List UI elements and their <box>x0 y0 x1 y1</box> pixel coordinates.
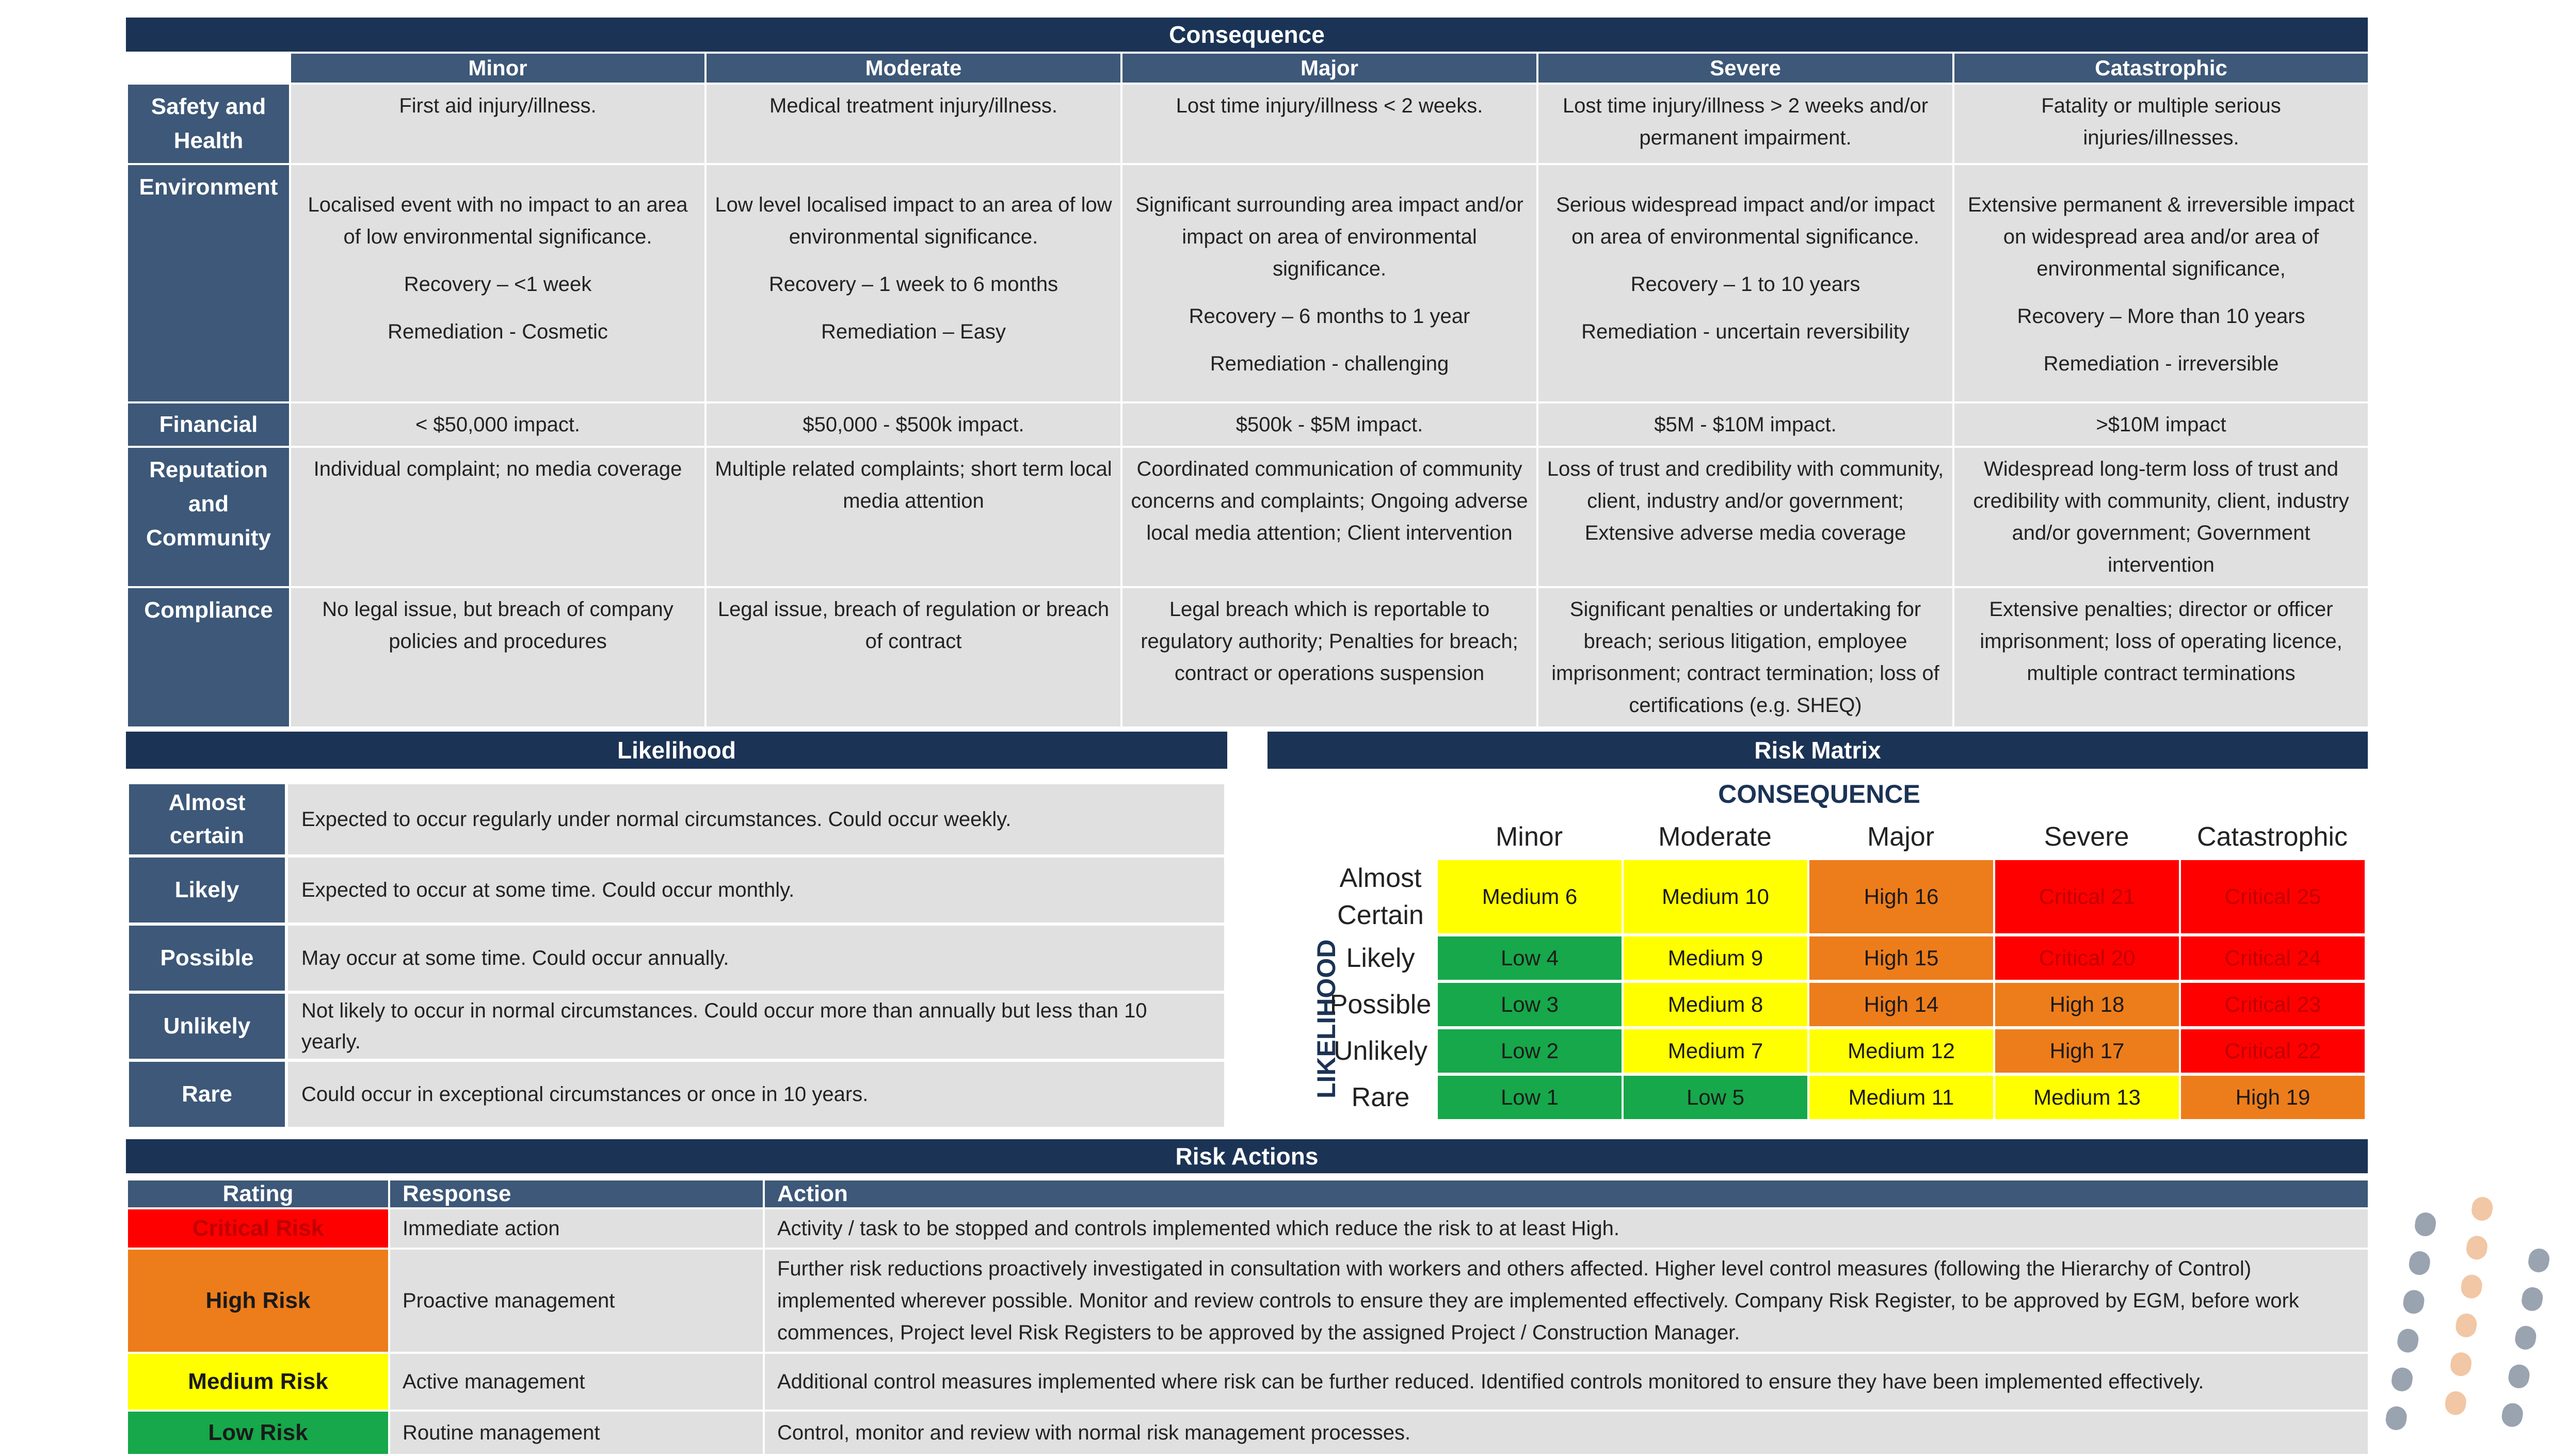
rating-medium-risk: Medium Risk <box>127 1353 389 1411</box>
consequence-cell: Multiple related complaints; short term local media attention <box>705 447 1121 587</box>
matrix-consequence-label: CONSEQUENCE <box>1718 780 1920 808</box>
consequence-cell: Legal issue, breach of regulation or breach of contract <box>705 587 1121 727</box>
consequence-row-financial <box>127 402 2369 447</box>
matrix-cell-low: Low 1 <box>1436 1074 1623 1121</box>
consequence-cell: Localised event with no impact to an area of low environmental significance. Recovery – <1 week Remediation - Cosmetic <box>290 164 705 402</box>
consequence-cell: Loss of trust and credibility with community, client, industry and/or government; Extensive adverse media coverage <box>1537 447 1953 587</box>
matrix-cell-critical: Critical 23 <box>2179 981 2366 1028</box>
risk-actions-table <box>126 1178 2370 1456</box>
likelihood-description: May occur at some time. Could occur annually. <box>286 924 1226 992</box>
likelihood-level: Almost certain <box>127 783 286 856</box>
consequence-header-row <box>127 53 2369 84</box>
risk-actions-section <box>126 1139 2368 1456</box>
action-text: Additional control measures implemented where risk can be further reduced. Identified controls monitored to ensure they have been implemented effectively. <box>764 1353 2369 1411</box>
matrix-cell-low: Low 2 <box>1436 1028 1623 1074</box>
consequence-cell: Legal breach which is reportable to regulatory authority; Penalties for breach; contract or operations suspension <box>1121 587 1537 727</box>
matrix-row-header: Possible <box>1329 990 1432 1020</box>
consequence-row-compliance <box>127 587 2369 727</box>
consequence-cell: $500k - $5M impact. <box>1121 402 1537 447</box>
consequence-row-reputation <box>127 447 2369 587</box>
consequence-header-major: Major <box>1121 53 1537 84</box>
consequence-cell: Coordinated communication of community concerns and complaints; Ongoing adverse local media attention; Client intervention <box>1121 447 1537 587</box>
matrix-row-header: Rare <box>1351 1082 1410 1112</box>
action-text: Activity / task to be stopped and controls implemented which reduce the risk to at least High. <box>764 1208 2369 1249</box>
risk-actions-header-rating: Rating <box>127 1179 389 1208</box>
category-financial: Financial <box>127 402 290 447</box>
consequence-cell: No legal issue, but breach of company policies and procedures <box>290 587 705 727</box>
response-text: Active management <box>389 1353 764 1411</box>
consequence-cell: Medical treatment injury/illness. <box>705 84 1121 164</box>
matrix-cell-medium: Medium 10 <box>1622 859 1809 935</box>
category-environment: Environment <box>127 164 290 402</box>
rating-critical-risk: Critical Risk <box>127 1208 389 1249</box>
rating-low-risk: Low Risk <box>127 1411 389 1455</box>
consequence-cell: >$10M impact <box>1953 402 2369 447</box>
response-text: Immediate action <box>389 1208 764 1249</box>
consequence-header-blank <box>127 53 290 84</box>
likelihood-row <box>127 783 1226 856</box>
consequence-cell: Lost time injury/illness < 2 weeks. <box>1121 84 1537 164</box>
likelihood-description: Not likely to occur in normal circumstances. Could occur more than annually but less than 10 yearly. <box>286 992 1226 1060</box>
consequence-row-environment <box>127 164 2369 402</box>
category-reputation-and-community: Reputation and Community <box>127 447 290 587</box>
likelihood-row <box>127 1060 1226 1128</box>
consequence-cell: $50,000 - $500k impact. <box>705 402 1121 447</box>
matrix-cell-high: High 19 <box>2179 1074 2366 1121</box>
risk-action-row-high <box>127 1249 2369 1353</box>
consequence-header-moderate: Moderate <box>705 53 1121 84</box>
consequence-header-minor: Minor <box>290 53 705 84</box>
matrix-cell-medium: Medium 11 <box>1808 1074 1995 1121</box>
likelihood-section <box>126 732 1227 1130</box>
matrix-cell-medium: Medium 13 <box>1994 1074 2180 1121</box>
risk-actions-header-row <box>127 1179 2369 1208</box>
risk-action-row-critical <box>127 1208 2369 1249</box>
response-text: Proactive management <box>389 1249 764 1353</box>
response-text: Routine management <box>389 1411 764 1455</box>
matrix-cell-medium: Medium 9 <box>1622 935 1809 981</box>
risk-actions-header-action: Action <box>764 1179 2369 1208</box>
risk-matrix-section <box>1268 732 2368 769</box>
rating-high-risk: High Risk <box>127 1249 389 1353</box>
consequence-section <box>126 18 2368 729</box>
category-safety-and-health: Safety and Health <box>127 84 290 164</box>
consequence-table <box>126 52 2370 729</box>
matrix-cell-medium: Medium 8 <box>1622 981 1809 1028</box>
consequence-cell: $5M - $10M impact. <box>1537 402 1953 447</box>
consequence-cell: Serious widespread impact and/or impact on area of environmental significance. Recovery – 1 to 10 years Remediation - uncertain reversibility <box>1537 164 1953 402</box>
brand-logo-icon <box>2364 1187 2567 1444</box>
likelihood-description: Could occur in exceptional circumstances or once in 10 years. <box>286 1060 1226 1128</box>
consequence-cell: < $50,000 impact. <box>290 402 705 447</box>
matrix-row-header: Almost Certain <box>1337 863 1424 930</box>
matrix-cell-high: High 18 <box>1994 981 2180 1028</box>
consequence-cell: Significant surrounding area impact and/or impact on area of environmental significance. Recovery – 6 months to 1 year Remediation - challenging <box>1121 164 1537 402</box>
consequence-title: Consequence <box>126 18 2368 52</box>
category-compliance: Compliance <box>127 587 290 727</box>
likelihood-level: Rare <box>127 1060 286 1128</box>
likelihood-row <box>127 924 1226 992</box>
matrix-cell-high: High 15 <box>1808 935 1995 981</box>
matrix-cell-high: High 16 <box>1808 859 1995 935</box>
risk-action-row-low <box>127 1411 2369 1455</box>
matrix-cell-high: High 17 <box>1994 1028 2180 1074</box>
matrix-cell-low: Low 5 <box>1622 1074 1809 1121</box>
matrix-column-header: Minor <box>1495 822 1563 852</box>
matrix-cell-high: High 14 <box>1808 981 1995 1028</box>
consequence-cell: Extensive penalties; director or officer imprisonment; loss of operating licence, multiple contract terminations <box>1953 587 2369 727</box>
matrix-column-header: Severe <box>2044 822 2129 852</box>
likelihood-table <box>126 781 1227 1130</box>
likelihood-row <box>127 992 1226 1060</box>
matrix-likelihood-label: LIKELIHOOD <box>1312 939 1341 1098</box>
likelihood-description: Expected to occur regularly under normal circumstances. Could occur weekly. <box>286 783 1226 856</box>
risk-actions-title: Risk Actions <box>126 1139 2368 1173</box>
consequence-cell: Significant penalties or undertaking for breach; serious litigation, employee imprisonment; contract termination; loss of certifications (e.g. SHEQ) <box>1537 587 1953 727</box>
matrix-cell-critical: Critical 24 <box>2179 935 2366 981</box>
matrix-row-header: Unlikely <box>1333 1036 1428 1066</box>
consequence-cell: Fatality or multiple serious injuries/illnesses. <box>1953 84 2369 164</box>
consequence-row-safety <box>127 84 2369 164</box>
consequence-header-catastrophic: Catastrophic <box>1953 53 2369 84</box>
risk-action-row-medium <box>127 1353 2369 1411</box>
likelihood-level: Unlikely <box>127 992 286 1060</box>
consequence-cell: Individual complaint; no media coverage <box>290 447 705 587</box>
consequence-cell: Low level localised impact to an area of low environmental significance. Recovery – 1 week to 6 months Remediation – Easy <box>705 164 1121 402</box>
matrix-column-header: Moderate <box>1658 822 1772 852</box>
matrix-column-header: Major <box>1867 822 1935 852</box>
action-text: Further risk reductions proactively investigated in consultation with workers and others affected. Higher level control measures (following the Hierarchy of Control) implemented wherever possible. Monitor and review controls to ensure they are implemented effectively. Company Risk Register, to be approved by EGM, before work commences, Project level Risk Registers to be approved by the assigned Project / Construction Manager. <box>764 1249 2369 1353</box>
risk-actions-header-response: Response <box>389 1179 764 1208</box>
action-text: Control, monitor and review with normal risk management processes. <box>764 1411 2369 1455</box>
matrix-cell-critical: Critical 25 <box>2179 859 2366 935</box>
consequence-header-severe: Severe <box>1537 53 1953 84</box>
consequence-cell: Lost time injury/illness > 2 weeks and/or permanent impairment. <box>1537 84 1953 164</box>
likelihood-description: Expected to occur at some time. Could occur monthly. <box>286 856 1226 924</box>
matrix-cell-low: Low 4 <box>1436 935 1623 981</box>
consequence-cell: First aid injury/illness. <box>290 84 705 164</box>
consequence-cell: Widespread long-term loss of trust and credibility with community, client, industry and/or government; Government intervention <box>1953 447 2369 587</box>
matrix-cell-critical: Critical 22 <box>2179 1028 2366 1074</box>
matrix-cell-medium: Medium 6 <box>1436 859 1623 935</box>
matrix-cell-critical: Critical 21 <box>1994 859 2180 935</box>
consequence-cell: Extensive permanent & irreversible impact on widespread area and/or area of environmental significance, Recovery – More than 10 years Remediation - irreversible <box>1953 164 2369 402</box>
matrix-row-header: Likely <box>1346 943 1415 973</box>
risk-matrix-title: Risk Matrix <box>1268 732 2368 769</box>
matrix-cell-medium: Medium 7 <box>1622 1028 1809 1074</box>
likelihood-title: Likelihood <box>126 732 1227 769</box>
matrix-column-header: Catastrophic <box>2197 822 2348 852</box>
matrix-cell-medium: Medium 12 <box>1808 1028 1995 1074</box>
matrix-cell-low: Low 3 <box>1436 981 1623 1028</box>
likelihood-level: Likely <box>127 856 286 924</box>
likelihood-row <box>127 856 1226 924</box>
likelihood-level: Possible <box>127 924 286 992</box>
matrix-cell-critical: Critical 20 <box>1994 935 2180 981</box>
